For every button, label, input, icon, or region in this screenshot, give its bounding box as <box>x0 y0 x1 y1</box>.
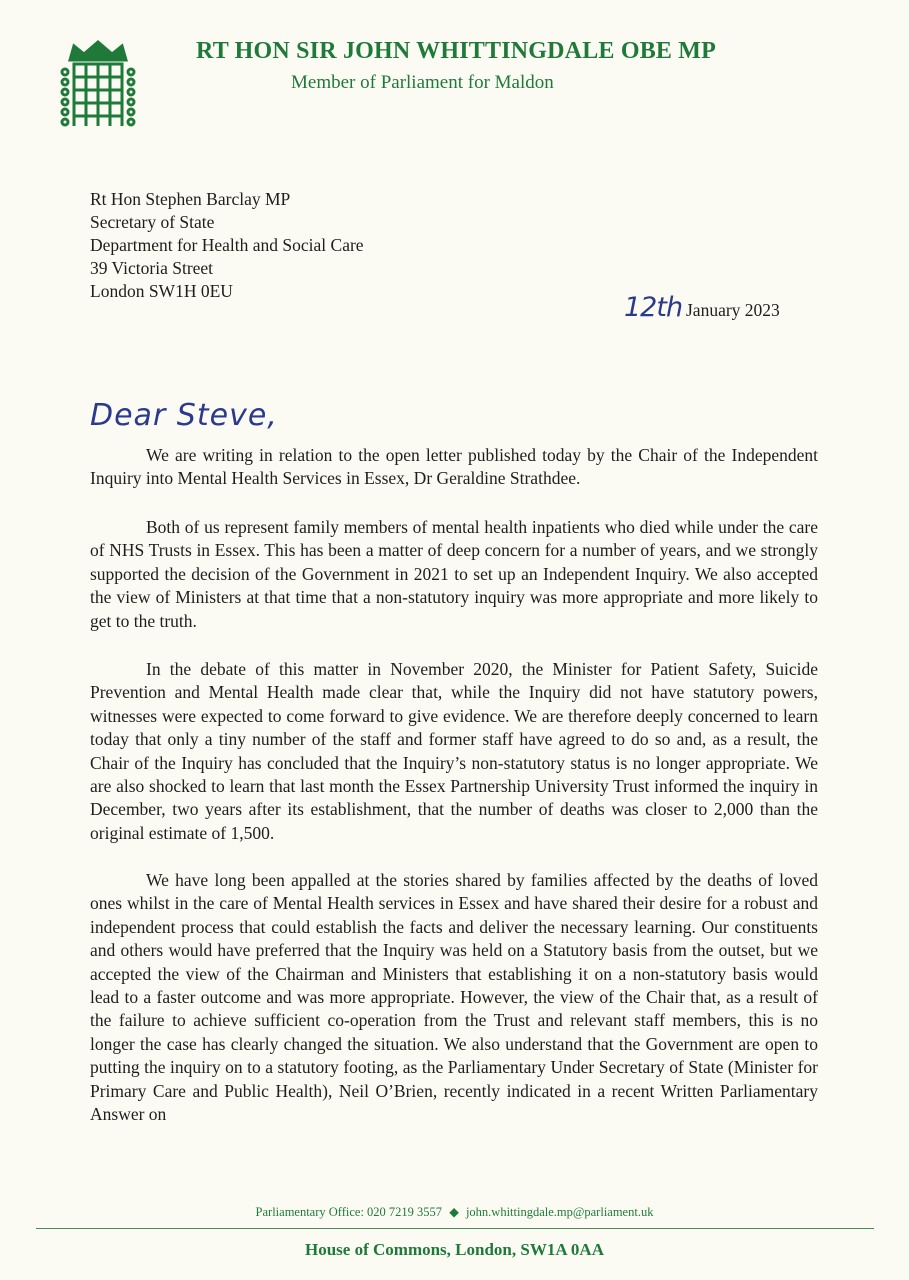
body-paragraph: We have long been appalled at the stories shared by families affected by the deaths of loved ones whilst in the care of Mental Health services in Essex and have shared their desire for a robust and independent process that could establish the facts and deliver the necessary learning. Our constituents and others would have preferred that the Inquiry was held on a Statutory basis from the outset, but we accepted the view of the Chairman and Ministers that establishing it on a non-statutory basis would lead to a faster outcome and was more appropriate. However, the view of the Chair that, as a result of the failure to achieve sufficient co-operation from the Trust and relevant staff members, this is no longer the case has clearly changed the situation. We also understand that the Government are open to putting the inquiry on to a statutory footing, as the Parliamentary Under Secretary of State (Minister for Primary Care and Public Health), Neil O’Brien, recently indicated in a recent Written Parliamentary Answer on <box>90 870 818 1125</box>
address-line: 39 Victoria Street <box>90 258 214 278</box>
portcullis-icon <box>60 40 136 134</box>
address-line: Rt Hon Stephen Barclay MP <box>90 189 291 209</box>
handwritten-salutation: Dear Steve, <box>90 398 278 433</box>
mp-name-heading: RT HON SIR JOHN WHITTINGDALE OBE MP <box>196 38 717 64</box>
handwritten-day: 12th <box>624 292 683 323</box>
office-phone: Parliamentary Office: 020 7219 3557 <box>255 1205 443 1219</box>
date-month-year: January 2023 <box>686 300 780 320</box>
constituency-subheading: Member of Parliament for Maldon <box>291 72 554 93</box>
body-paragraph: We are writing in relation to the open letter published today by the Chair of the Independent Inquiry into Mental Health Services in Essex, Dr Geraldine Strathdee. <box>90 445 818 489</box>
address-line: London SW1H 0EU <box>90 281 233 301</box>
address-line: Department for Health and Social Care <box>90 235 364 255</box>
footer-divider <box>36 1228 874 1229</box>
diamond-separator-icon: ◆ <box>449 1205 459 1219</box>
address-line: Secretary of State <box>90 212 215 232</box>
body-paragraph: In the debate of this matter in November 2020, the Minister for Patient Safety, Suicide Prevention and Mental Health made clear that, while the Inquiry did not have statutory powers, witnesses were expected to come forward to give evidence. We are therefore deeply concerned to learn today that only a tiny number of the staff and former staff have agreed to do so and, as a result, the Chair of the Inquiry has concluded that the Inquiry’s non-statutory status is no longer appropriate. We are also shocked to learn that last month the Essex Partnership University Trust informed the inquiry in December, two years after its establishment, that the number of deaths was closer to 2,000 than the original estimate of 1,500. <box>90 659 818 843</box>
footer-address: House of Commons, London, SW1A 0AA <box>305 1240 604 1259</box>
body-paragraph: Both of us represent family members of mental health inpatients who died while under the care of NHS Trusts in Essex. This has been a matter of deep concern for a number of years, and we strongly supported the decision of the Government in 2021 to set up an Independent Inquiry. We also accepted the view of Ministers at that time that a non-statutory inquiry was more appropriate and more likely to get to the truth. <box>90 517 818 631</box>
footer-contact-line <box>0 1204 909 1220</box>
email-address: john.whittingdale.mp@parliament.uk <box>465 1205 654 1219</box>
recipient-address <box>90 188 364 303</box>
